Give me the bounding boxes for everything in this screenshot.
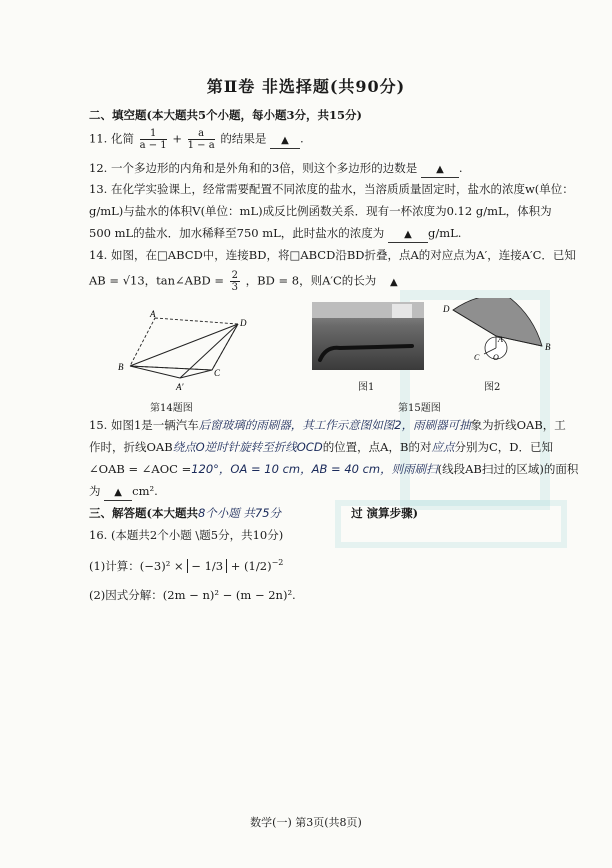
question-15-line-2 xyxy=(89,440,553,454)
question-15-line-4 xyxy=(89,484,158,501)
fig14-label-a: A xyxy=(150,310,156,319)
q12-answer-blank[interactable] xyxy=(421,161,459,178)
q11-plus: + xyxy=(172,131,182,146)
question-14-line-2 xyxy=(89,270,400,293)
question-16-part-1: (1)计算：(−3)² × − $1/3 + (1/2)^{-2}$ xyxy=(89,558,284,573)
q15-l1-post: 象为折线OAB，工 xyxy=(470,418,566,432)
figure-15-wiper-diagram xyxy=(438,298,558,368)
question-12 xyxy=(89,161,463,178)
q16-half: 1/2 xyxy=(248,558,268,573)
q13-unit: g/mL. xyxy=(427,226,462,240)
q11-f1-den: a − 1 xyxy=(139,140,167,151)
fig14-label-c: C xyxy=(214,368,221,378)
question-13-line-2: g/mL)与盐水的体积V(单位：mL)成反比例函数关系．现有一杯浓度为0.12 g/mL，体积为 xyxy=(89,204,552,218)
fig15-caption-1: 图1 xyxy=(358,382,375,393)
q11-prefix: 11. 化简 xyxy=(89,131,134,146)
question-11 xyxy=(89,128,304,151)
q15-l3-handwriting: 120°，OA = 10 cm，AB = 40 cm，则雨刷扫 xyxy=(191,462,438,476)
q11-end: . xyxy=(300,131,304,146)
fig14-caption: 第14题图 xyxy=(150,403,193,414)
q13-text: 500 mL的盐水．加水稀释至750 mL，此时盐水的浓度为 xyxy=(89,226,385,240)
q12-marker: ▲ xyxy=(436,164,444,175)
question-14-line-1: 14. 如图，在□ABCD中，连接BD，将□ABCD沿BD折叠，点A的对应点为A′，连接A′C．已知 xyxy=(89,248,576,262)
q15-l1-pre: 15. 如图1是一辆汽车 xyxy=(89,418,199,432)
section-fill-in-heading: 二、填空题(本大题共5个小题，每小题3分，共15分) xyxy=(89,108,362,122)
figure-15-photo xyxy=(312,302,424,370)
question-13-line-1: 13. 在化学实验课上，经常需要配置不同浓度的盐水，当溶质质量固定时，盐水的浓度w(单位： xyxy=(89,182,574,196)
fig15-label-d: D xyxy=(443,304,450,314)
question-13-line-3 xyxy=(89,226,461,243)
q15-l4-pre: 为 xyxy=(89,484,101,498)
q15-l3-post: (线段AB扫过的区域)的面积 xyxy=(437,462,579,476)
q15-l2-post: 分别为C，D．已知 xyxy=(454,440,553,454)
fig14-label-a-prime: A′ xyxy=(176,382,184,392)
figure-14-parallelogram xyxy=(110,310,280,395)
section3-post: 过 演算步骤) xyxy=(351,506,419,520)
question-15-line-3 xyxy=(89,462,578,476)
q15-marker: ▲ xyxy=(114,487,122,498)
fig15-caption-main: 第15题图 xyxy=(398,403,441,414)
q15-l2-handwriting-2: 应点 xyxy=(431,440,455,454)
q15-unit: cm². xyxy=(132,484,158,498)
q12-text: 12. 一个多边形的内角和是外角和的3倍，则这个多边形的边数是 xyxy=(89,161,418,175)
fig15-caption-2: 图2 xyxy=(484,382,501,393)
q11-f2-den: 1 − a xyxy=(187,140,215,151)
q14-ask: ，BD = 8，则A′C的长为 xyxy=(245,273,377,288)
q15-l2-handwriting: 绕点O逆时针旋转至折线OCD xyxy=(172,440,323,454)
q16-p1-pre: (1)计算：(−3)² × xyxy=(89,558,184,573)
q11-suffix: 的结果是 xyxy=(220,131,267,146)
fig15-label-a: A xyxy=(498,335,503,344)
q15-l3-pre: ∠OAB = ∠AOC = xyxy=(89,462,192,476)
q15-l2-pre: 作时，折线OAB xyxy=(89,440,173,454)
question-16-part-2: (2)因式分解：(2m − n)² − (m − 2n)². xyxy=(89,588,296,602)
fig15-label-o: O xyxy=(493,353,499,362)
q16-abs-value: − 1/3 xyxy=(187,559,227,573)
q16-plus: + xyxy=(230,558,241,573)
section-answer-heading xyxy=(89,506,418,520)
fig15-label-c: C xyxy=(474,353,480,362)
q15-l1-handwriting: 后窗玻璃的雨刷器，其工作示意图如图2，雨刷器可抽 xyxy=(198,418,471,432)
fig15-label-b: B xyxy=(545,342,551,352)
q14-marker[interactable]: ▲ xyxy=(389,276,398,288)
q13-marker: ▲ xyxy=(404,229,412,240)
q16-exponent: −2 xyxy=(271,558,284,567)
q11-fraction-1 xyxy=(140,128,167,151)
fig14-label-b: B xyxy=(118,362,124,372)
q11-f1-num: 1 xyxy=(140,128,167,140)
page-footer: 数学(一) 第3页(共8页) xyxy=(250,816,362,829)
q11-fraction-2 xyxy=(188,128,215,151)
q14-frac-num: 2 xyxy=(231,270,238,281)
q11-f2-num: a xyxy=(188,128,215,140)
section3-pre: 三、解答题(本大题共 xyxy=(89,506,198,520)
q13-answer-blank[interactable] xyxy=(388,226,428,243)
q14-frac-den: 3 xyxy=(231,282,238,293)
fig14-label-d: D xyxy=(240,318,247,328)
q15-l2-mid: 的位置，点A，B的对 xyxy=(322,440,432,454)
q14-fraction xyxy=(230,270,240,293)
q15-answer-blank[interactable] xyxy=(104,484,132,501)
question-16-head: 16. (本题共2个小题 \题5分，共10分) xyxy=(89,528,284,542)
page-title: 第Ⅱ卷 非选择题(共90分) xyxy=(206,77,406,96)
question-15-line-1 xyxy=(89,418,566,432)
q14-given: AB = √13，tan∠ABD = xyxy=(89,273,224,288)
q11-answer-blank[interactable] xyxy=(270,132,300,149)
section3-handwriting: 8个小题 共75分 xyxy=(197,506,282,520)
q12-end: . xyxy=(458,161,463,175)
q11-marker: ▲ xyxy=(281,134,289,146)
